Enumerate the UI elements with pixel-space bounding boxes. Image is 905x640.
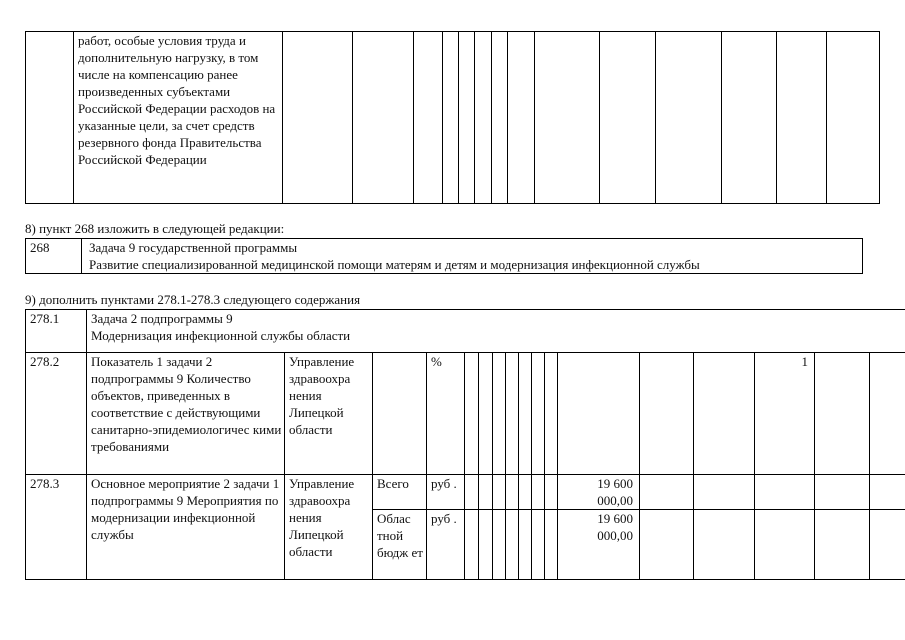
item8-line1: Задача 9 государственной программы xyxy=(89,240,298,255)
amount: 19 600 000,00 xyxy=(558,475,640,510)
row-num: 278.3 xyxy=(26,475,87,580)
item9-caption: 9) дополнить пунктами 278.1-278.3 следующего содержания xyxy=(25,292,361,307)
item9-table xyxy=(25,309,905,580)
item8-num: 268 xyxy=(26,239,82,274)
item8-caption: 8) пункт 268 изложить в следующей редакции: xyxy=(25,221,285,236)
row-num: 278.2 xyxy=(26,353,87,475)
table-row-278-1 xyxy=(26,310,905,353)
activity-name: Основное мероприятие 2 задачи 1 подпрограммы 9 Мероприятия по модернизации инфекционной службы xyxy=(87,475,285,580)
table-row xyxy=(26,239,863,274)
table-row xyxy=(26,32,880,204)
task-subtitle: Модернизация инфекционной службы области xyxy=(91,328,351,343)
table-row-278-3 xyxy=(26,475,905,510)
row-num: 278.1 xyxy=(26,310,87,353)
unit: % xyxy=(427,353,465,475)
task-title: Задача 2 подпрограммы 9 xyxy=(91,311,233,326)
executor: Управление здравоохра нения Липецкой области xyxy=(285,475,373,580)
item8-line2: Развитие специализированной медицинской помощи матерям и детям и модернизация инфекционной службы xyxy=(89,257,700,272)
amount: 19 600 000,00 xyxy=(558,510,640,580)
continuation-table xyxy=(25,31,880,204)
unit: руб . xyxy=(427,510,465,580)
row-description: работ, особые условия труда и дополнительную нагрузку, в том числе на компенсацию ранее произведенных субъектами Российской Федерации расходов на указанные цели, за счет средств резервного фонда Правительства Российской Федерации xyxy=(74,32,283,204)
indicator-value: 1 xyxy=(755,353,815,475)
table-row-278-2 xyxy=(26,353,905,475)
unit: руб . xyxy=(427,475,465,510)
funding-source: Облас тной бюдж ет xyxy=(373,510,427,580)
executor: Управление здравоохра нения Липецкой области xyxy=(285,353,373,475)
item8-table xyxy=(25,238,863,274)
indicator-name: Показатель 1 задачи 2 подпрограммы 9 Количество объектов, приведенных в соответствие с действующими санитарно-эпидемиологичес кими требованиями xyxy=(87,353,285,475)
funding-source: Всего xyxy=(373,475,427,510)
